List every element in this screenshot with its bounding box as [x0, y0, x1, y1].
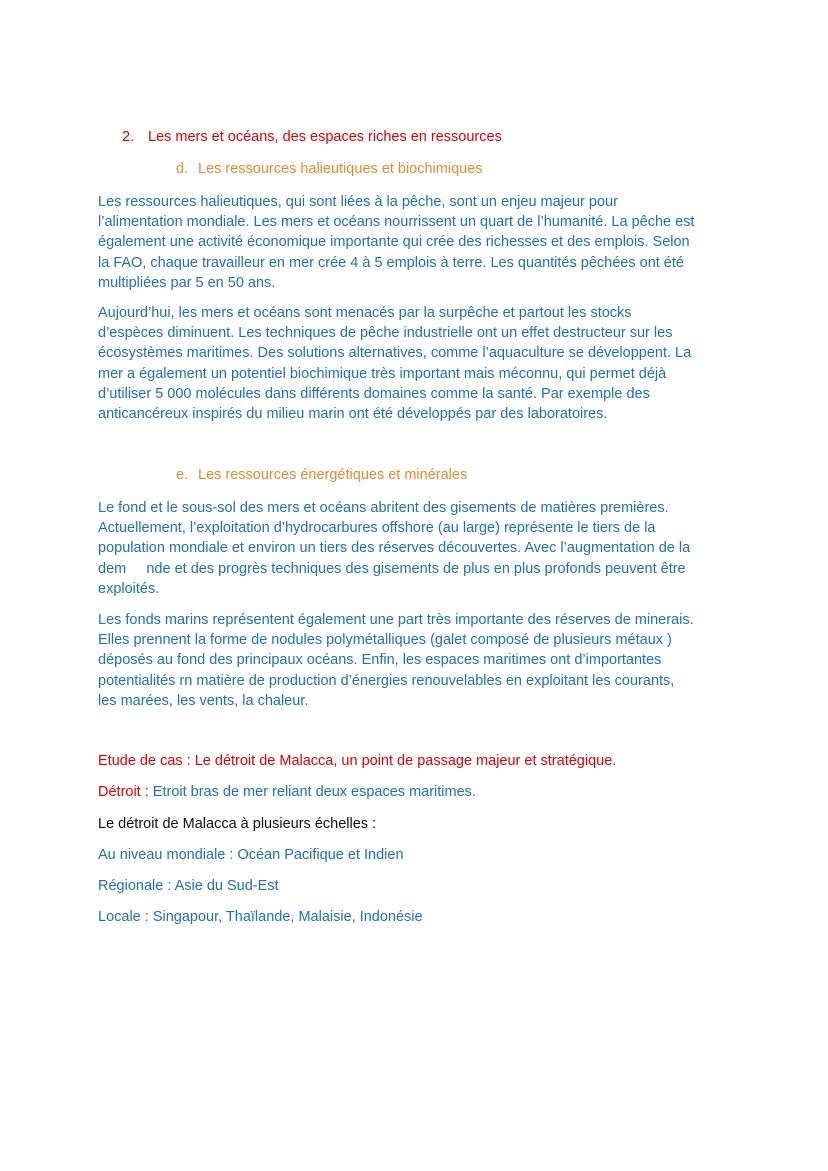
- case-study-title: Etude de cas : Le détroit de Malacca, un point de passage majeur et stratégique.: [98, 753, 617, 769]
- subsection-heading-e: [176, 467, 467, 483]
- paragraph-line: anticancéreux inspirés du milieu marin ont été développés par des laboratoires.: [98, 406, 608, 423]
- subsection-letter: e.: [176, 467, 189, 483]
- subsection-heading-d: [176, 161, 483, 177]
- paragraph-energy: [98, 498, 748, 599]
- paragraph-line: d’utiliser 5 000 molécules dans différents domaines comme la santé. Par exemple des: [98, 385, 650, 402]
- section-heading: [122, 129, 502, 145]
- paragraph-line: dem nde et des progrès techniques des gisements de plus en plus profonds peuvent être: [98, 560, 686, 577]
- paragraph-line: déposés au fond des principaux océans. Enfin, les espaces maritimes ont d’importantes: [98, 652, 662, 669]
- paragraph-line: Les fonds marins représentent également une part très importante des réserves de minerais.: [98, 612, 694, 628]
- paragraph-line: Le fond et le sous-sol des mers et océans abritent des gisements de matières premières.: [98, 500, 669, 516]
- paragraph-line: mer a également un potentiel biochimique très important mais méconnu, qui permet déjà: [98, 365, 667, 382]
- paragraph-line: population mondiale et environ un tiers des réserves découvertes. Avec l’augmentation de la: [98, 540, 691, 557]
- subsection-title: Les ressources halieutiques et biochimiques: [198, 161, 483, 177]
- scales-intro: Le détroit de Malacca à plusieurs échelles :: [98, 816, 377, 832]
- definition-term: Détroit :: [98, 784, 149, 800]
- definition-line: [98, 784, 476, 800]
- paragraph-line: la FAO, chaque travailleur en mer crée 4 à 5 emplois à terre. Les quantités pêchées ont été: [98, 254, 684, 271]
- paragraph-line: Les ressources halieutiques, qui sont liées à la pêche, sont un enjeu majeur pour: [98, 194, 618, 210]
- paragraph-line: écosystèmes maritimes. Des solutions alternatives, comme l’aquaculture se développent. La: [98, 345, 692, 362]
- paragraph-halieutic: [98, 192, 748, 293]
- paragraph-overfishing: [98, 303, 748, 424]
- section-title: Les mers et océans, des espaces riches en ressources: [148, 129, 502, 145]
- paragraph-line: d’espèces diminuent. Les techniques de pêche industrielle ont un effet destructeur sur les: [98, 325, 673, 342]
- subsection-letter: d.: [176, 161, 189, 177]
- scale-local: Locale : Singapour, Thaïlande, Malaisie, Indonésie: [98, 909, 423, 925]
- section-number: 2.: [122, 129, 135, 145]
- paragraph-minerals: [98, 610, 748, 711]
- paragraph-line: Aujourd’hui, les mers et océans sont menacés par la surpêche et partout les stocks: [98, 305, 632, 321]
- subsection-title: Les ressources énergétiques et minérales: [198, 467, 468, 483]
- paragraph-line: les marées, les vents, la chaleur.: [98, 692, 309, 709]
- scale-regional: Régionale : Asie du Sud-Est: [98, 878, 279, 894]
- definition-text: Etroit bras de mer reliant deux espaces maritimes.: [148, 784, 476, 800]
- scale-world: Au niveau mondiale : Océan Pacifique et Indien: [98, 847, 404, 863]
- paragraph-line: multipliées par 5 en 50 ans.: [98, 274, 276, 291]
- paragraph-line: Elles prennent la forme de nodules polymétalliques (galet composé de plusieurs métaux ): [98, 632, 672, 649]
- paragraph-line: potentialités rn matière de production d’énergies renouvelables en exploitant les courants,: [98, 672, 675, 689]
- paragraph-line: exploités.: [98, 580, 160, 597]
- paragraph-line: Actuellement, l’exploitation d’hydrocarbures offshore (au large) représente le tiers de la: [98, 520, 656, 537]
- paragraph-line: également une activité économique importante qui crée des richesses et des emplois. Selon: [98, 234, 690, 251]
- paragraph-line: l’alimentation mondiale. Les mers et océans nourrissent un quart de l’humanité. La pêche est: [98, 214, 695, 231]
